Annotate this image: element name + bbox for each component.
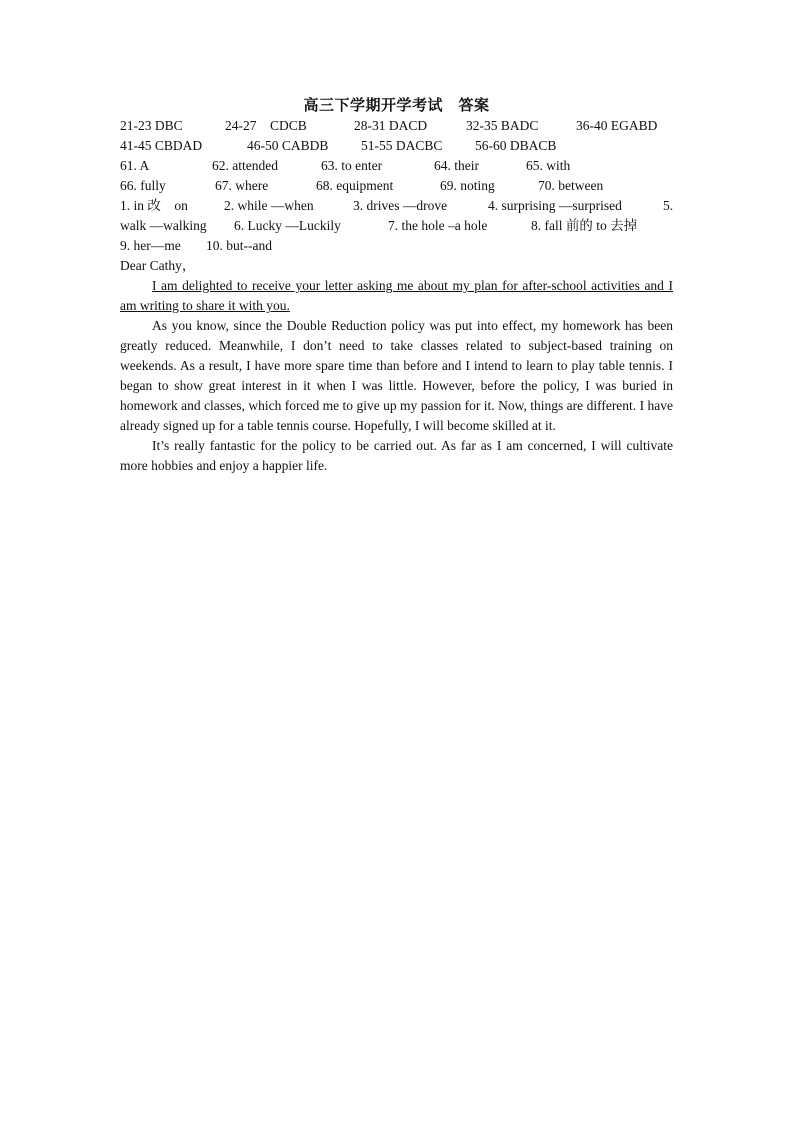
correction-item: walk —walking [120, 218, 207, 233]
answer-row-2 [120, 136, 673, 156]
answer-item: 36-40 EGABD [576, 118, 658, 133]
answer-item: 69. noting [440, 178, 495, 193]
answer-item: 28-31 DACD [354, 118, 428, 133]
correction-item: 1. in 改 on [120, 198, 188, 213]
answer-sheet [120, 96, 673, 476]
answer-item: 66. fully [120, 178, 166, 193]
answer-item: 62. attended [212, 158, 278, 173]
correction-item: 8. fall 前的 to 去掉 [531, 218, 638, 233]
answer-item: 51-55 DACBC [361, 138, 443, 153]
answer-item: 61. A [120, 158, 150, 173]
correction-item: 3. drives —drove [353, 198, 448, 213]
answer-item: 32-35 BADC [466, 118, 539, 133]
correction-row-3 [120, 236, 673, 256]
answer-item: 56-60 DBACB [475, 138, 557, 153]
answer-item: 21-23 DBC [120, 118, 183, 133]
answer-row-3 [120, 156, 673, 176]
answer-item: 64. their [434, 158, 479, 173]
letter-paragraph-3-text: It’s really fantastic for the policy to be carried out. As far as I am concerned, I will cultivate more hobbies and enjoy a happier life. [120, 438, 673, 473]
letter-paragraph-1 [120, 276, 673, 316]
correction-row-2 [120, 216, 673, 236]
answer-item: 63. to enter [321, 158, 383, 173]
answer-item: 46-50 CABDB [247, 138, 329, 153]
correction-item: 7. the hole –a hole [388, 218, 488, 233]
answer-item: 70. between [538, 178, 604, 193]
answer-item: 67. where [215, 178, 269, 193]
answer-item: 41-45 CBDAD [120, 138, 203, 153]
correction-item: 10. but--and [206, 238, 272, 253]
answer-row-1 [120, 116, 673, 136]
letter-paragraph-3 [120, 436, 673, 476]
answer-item: 68. equipment [316, 178, 394, 193]
letter-paragraph-1-text: I am delighted to receive your letter asking me about my plan for after-school activities and I am writing to share it with you. [120, 278, 673, 313]
letter-paragraph-2-text: As you know, since the Double Reduction policy was put into effect, my homework has been greatly reduced. Meanwhile, I don’t need to take classes related to subject-based training on weekends. As a result, I have more spare time than before and I intend to learn to play table tennis. I began to show great interest in it when I was little. However, before the policy, I was buried in homework and classes, which forced me to give up my passion for it. Now, things are different. I have already signed up for a table tennis course. Hopefully, I will become skilled at it. [120, 318, 673, 433]
letter-greeting: Dear Cathy， [120, 258, 196, 273]
correction-item: 9. her—me [120, 238, 181, 253]
correction-item: 5. [663, 198, 674, 213]
correction-item: 2. while —when [224, 198, 314, 213]
correction-item: 4. surprising —surprised [488, 198, 622, 213]
correction-item: 6. Lucky —Luckily [234, 218, 341, 233]
letter-paragraph-2 [120, 316, 673, 436]
page-title: 高三下学期开学考试 答案 [303, 98, 490, 114]
correction-row-1 [120, 196, 673, 216]
answer-row-4 [120, 176, 673, 196]
answer-item: 65. with [526, 158, 571, 173]
answer-item: 24-27 CDCB [225, 118, 307, 133]
